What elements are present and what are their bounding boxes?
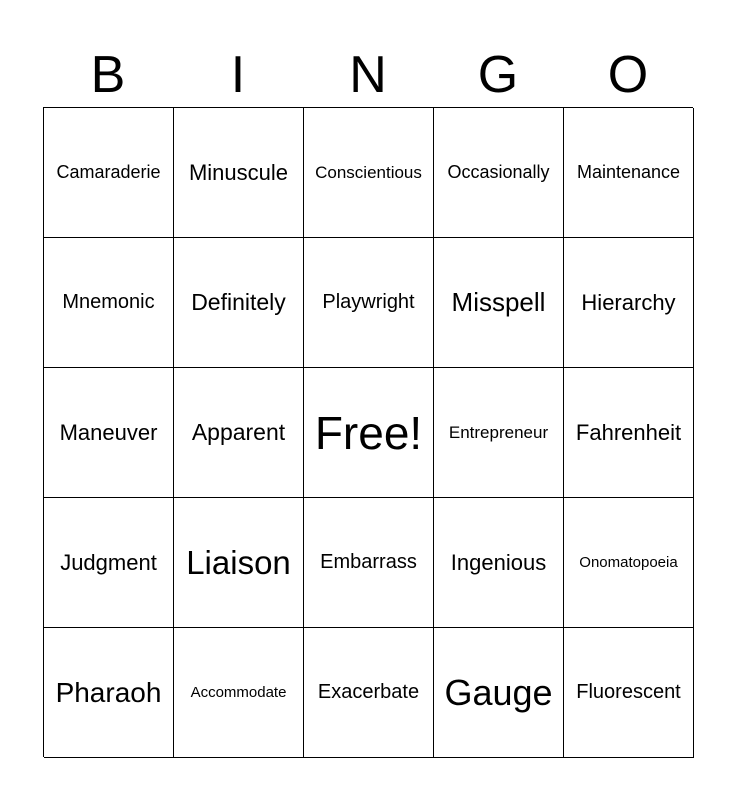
bingo-cell[interactable]: Embarrass <box>304 498 434 628</box>
bingo-cell[interactable]: Exacerbate <box>304 628 434 758</box>
header-letter-o: O <box>607 46 649 104</box>
bingo-cell[interactable]: Judgment <box>44 498 174 628</box>
bingo-cell[interactable]: Misspell <box>434 238 564 368</box>
bingo-free-cell[interactable]: Free! <box>304 368 434 498</box>
bingo-cell[interactable]: Fluorescent <box>564 628 694 758</box>
bingo-cell[interactable]: Accommodate <box>174 628 304 758</box>
bingo-cell[interactable]: Onomatopoeia <box>564 498 694 628</box>
bingo-cell[interactable]: Gauge <box>434 628 564 758</box>
header-letter-n: N <box>349 46 387 104</box>
bingo-cell[interactable]: Hierarchy <box>564 238 694 368</box>
bingo-cell[interactable]: Mnemonic <box>44 238 174 368</box>
bingo-cell[interactable]: Liaison <box>174 498 304 628</box>
bingo-cell[interactable]: Maintenance <box>564 108 694 238</box>
bingo-cell[interactable]: Camaraderie <box>44 108 174 238</box>
bingo-cell[interactable]: Entrepreneur <box>434 368 564 498</box>
bingo-header <box>43 44 693 106</box>
header-letter-b: B <box>90 46 126 104</box>
bingo-cell[interactable]: Conscientious <box>304 108 434 238</box>
bingo-cell[interactable]: Playwright <box>304 238 434 368</box>
bingo-cell[interactable]: Ingenious <box>434 498 564 628</box>
bingo-cell[interactable]: Occasionally <box>434 108 564 238</box>
bingo-cell[interactable]: Definitely <box>174 238 304 368</box>
bingo-cell[interactable]: Maneuver <box>44 368 174 498</box>
bingo-cell[interactable]: Apparent <box>174 368 304 498</box>
header-letter-i: I <box>230 46 246 104</box>
header-letter-g: G <box>477 46 519 104</box>
bingo-cell[interactable]: Fahrenheit <box>564 368 694 498</box>
bingo-cell[interactable]: Pharaoh <box>44 628 174 758</box>
bingo-cell[interactable]: Minuscule <box>174 108 304 238</box>
bingo-board <box>43 107 693 757</box>
